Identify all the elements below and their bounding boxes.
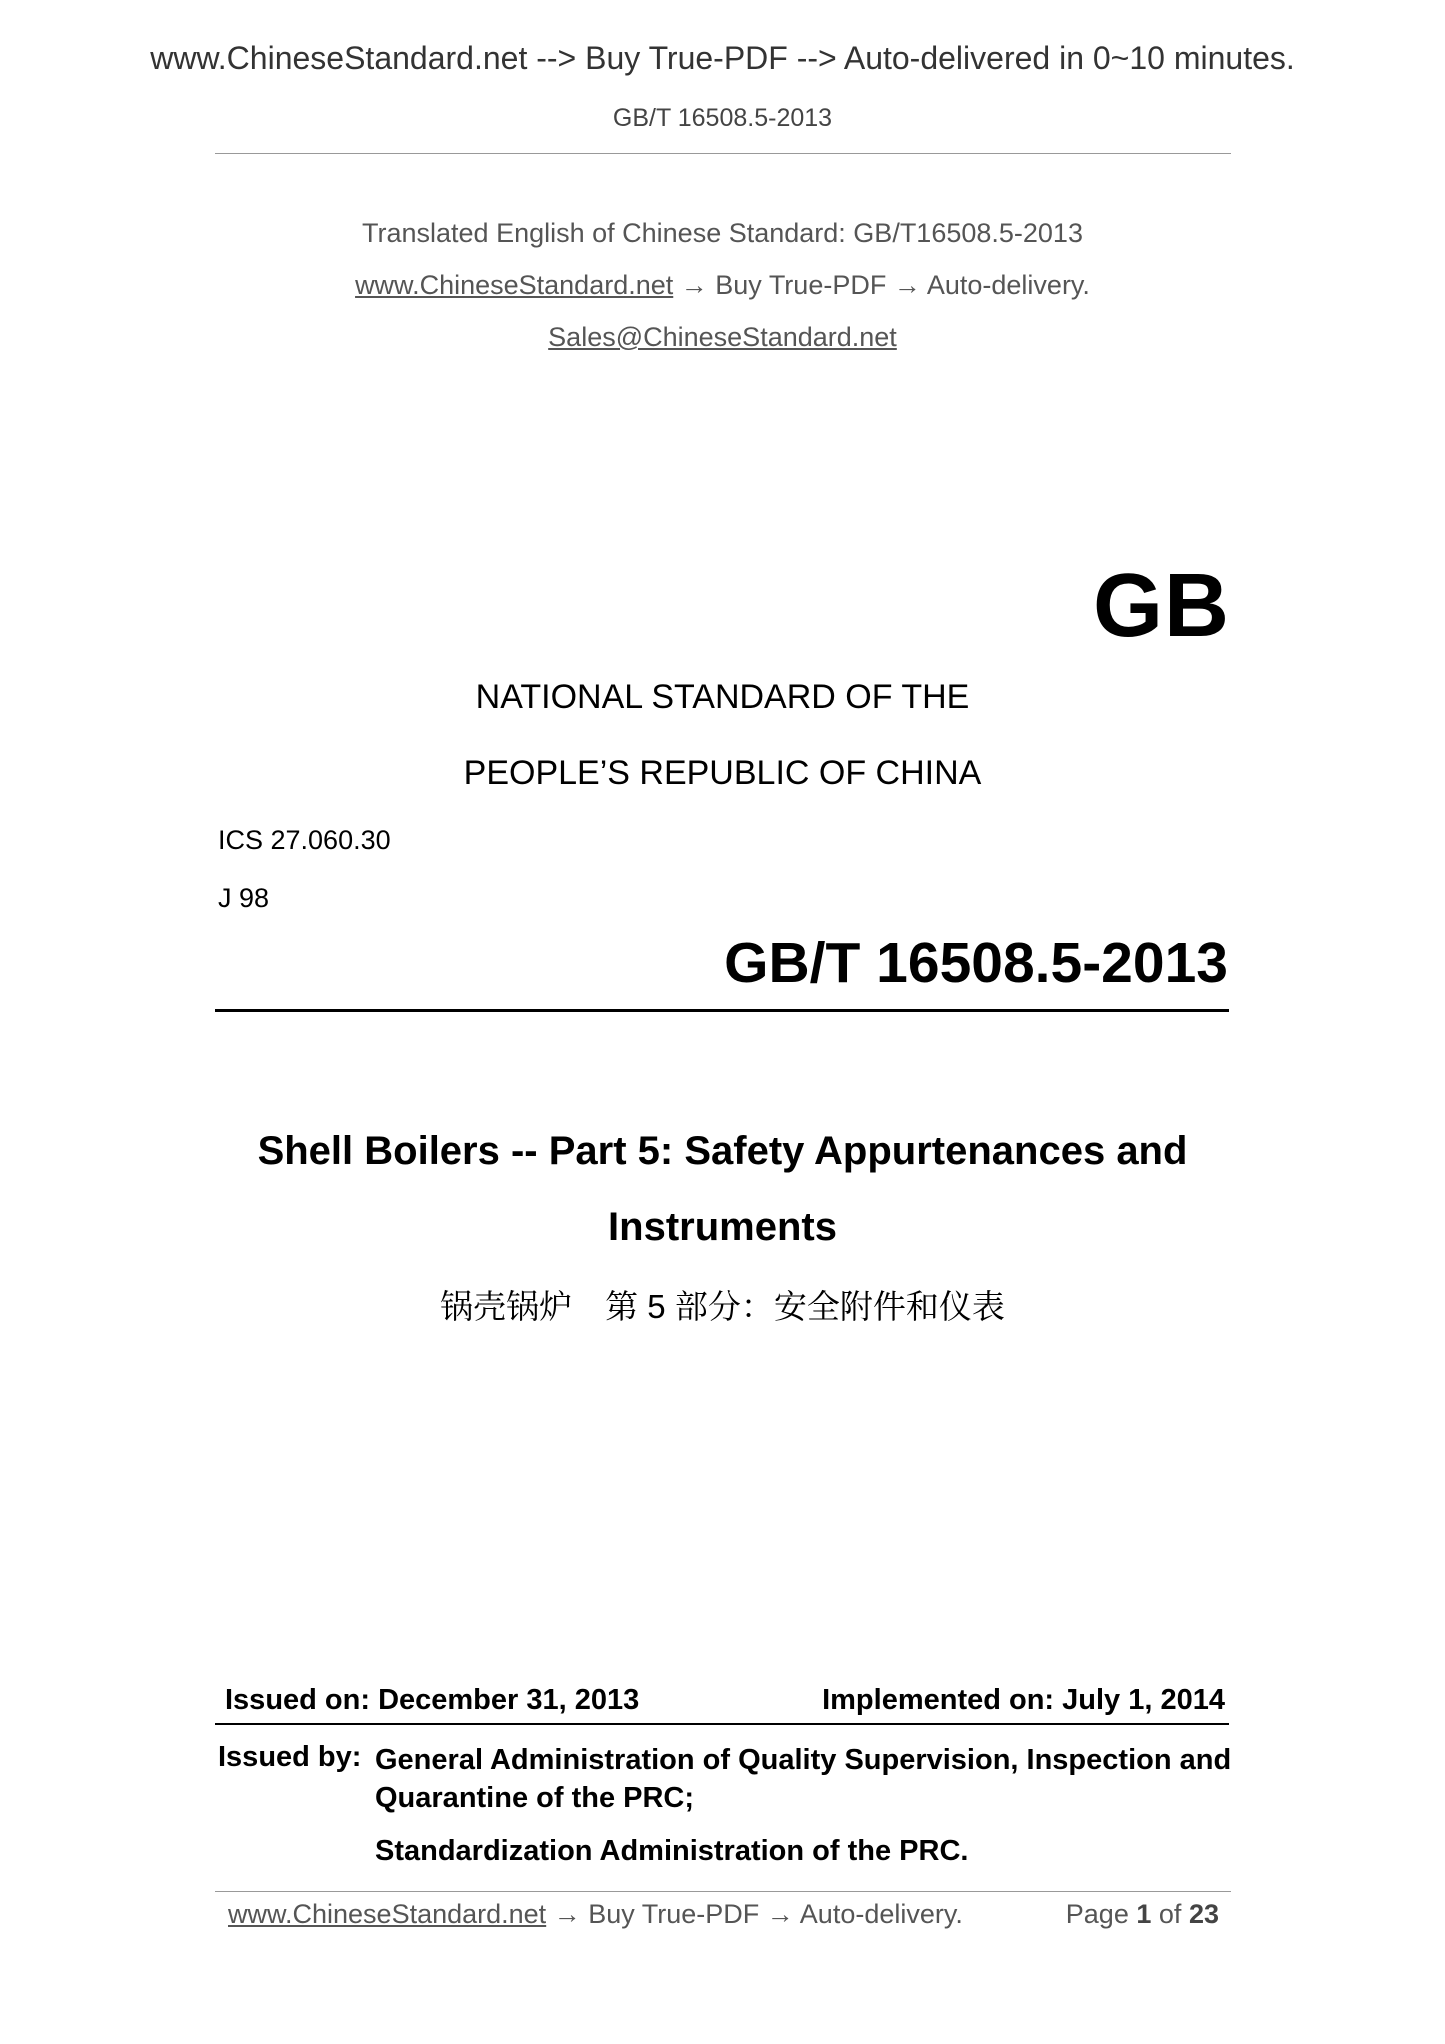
- document-title-chinese: 锅壳锅炉 第 5 部分：安全附件和仪表: [440, 1288, 1005, 1325]
- page-indicator: [1066, 1899, 1219, 1930]
- footer-delivery-text: Auto-delivery.: [799, 1899, 963, 1929]
- implemented-on-date: Implemented on: July 1, 2014: [822, 1684, 1225, 1716]
- national-standard-line-2: PEOPLE’S REPUBLIC OF CHINA: [463, 754, 982, 792]
- page-current: 1: [1136, 1899, 1152, 1929]
- info-links: [0, 270, 1445, 301]
- footer-buy-text: Buy True-PDF: [588, 1899, 760, 1929]
- top-banner: www.ChineseStandard.net --> Buy True-PDF --> Auto-delivered in 0~10 minutes.: [150, 40, 1295, 76]
- page-label: Page: [1065, 1899, 1129, 1929]
- footer-site-link[interactable]: www.ChineseStandard.net: [228, 1899, 547, 1929]
- gb-mark: GB: [1093, 556, 1230, 656]
- header-divider: [215, 153, 1231, 154]
- footer-divider: [215, 1891, 1231, 1892]
- issued-on-date: Issued on: December 31, 2013: [225, 1684, 640, 1716]
- dates-divider: [215, 1723, 1229, 1725]
- j-code: J 98: [218, 883, 270, 913]
- running-header: GB/T 16508.5-2013: [612, 104, 833, 132]
- standard-number-divider: [215, 1009, 1229, 1012]
- arrow-icon: →: [553, 1899, 581, 1929]
- issuer-sac: Standardization Administration of the PRC.: [375, 1835, 969, 1867]
- issuer-gaqsiq: General Administration of Quality Supervision, Inspection and Quarantine of the PRC;: [375, 1744, 1232, 1814]
- arrow-icon: →: [680, 270, 708, 300]
- standard-number: GB/T 16508.5-2013: [724, 931, 1228, 995]
- page-of: of: [1158, 1899, 1182, 1929]
- document-title-line-1: Shell Boilers -- Part 5: Safety Appurtenances and: [257, 1129, 1188, 1173]
- translated-line: Translated English of Chinese Standard: GB/T16508.5-2013: [362, 218, 1083, 248]
- sales-email-link[interactable]: Sales@ChineseStandard.net: [548, 322, 897, 352]
- buy-text: Buy True-PDF: [715, 270, 887, 300]
- arrow-icon: →: [766, 1899, 794, 1929]
- site-link[interactable]: www.ChineseStandard.net: [355, 270, 674, 300]
- arrow-icon: →: [893, 270, 921, 300]
- footer-links: [228, 1899, 963, 1930]
- delivery-text: Auto-delivery.: [926, 270, 1090, 300]
- ics-code: ICS 27.060.30: [218, 825, 391, 855]
- document-title-line-2: Instruments: [608, 1205, 837, 1249]
- national-standard-line-1: NATIONAL STANDARD OF THE: [475, 678, 970, 716]
- issued-by-label: Issued by:: [218, 1741, 362, 1773]
- page-total: 23: [1188, 1899, 1219, 1929]
